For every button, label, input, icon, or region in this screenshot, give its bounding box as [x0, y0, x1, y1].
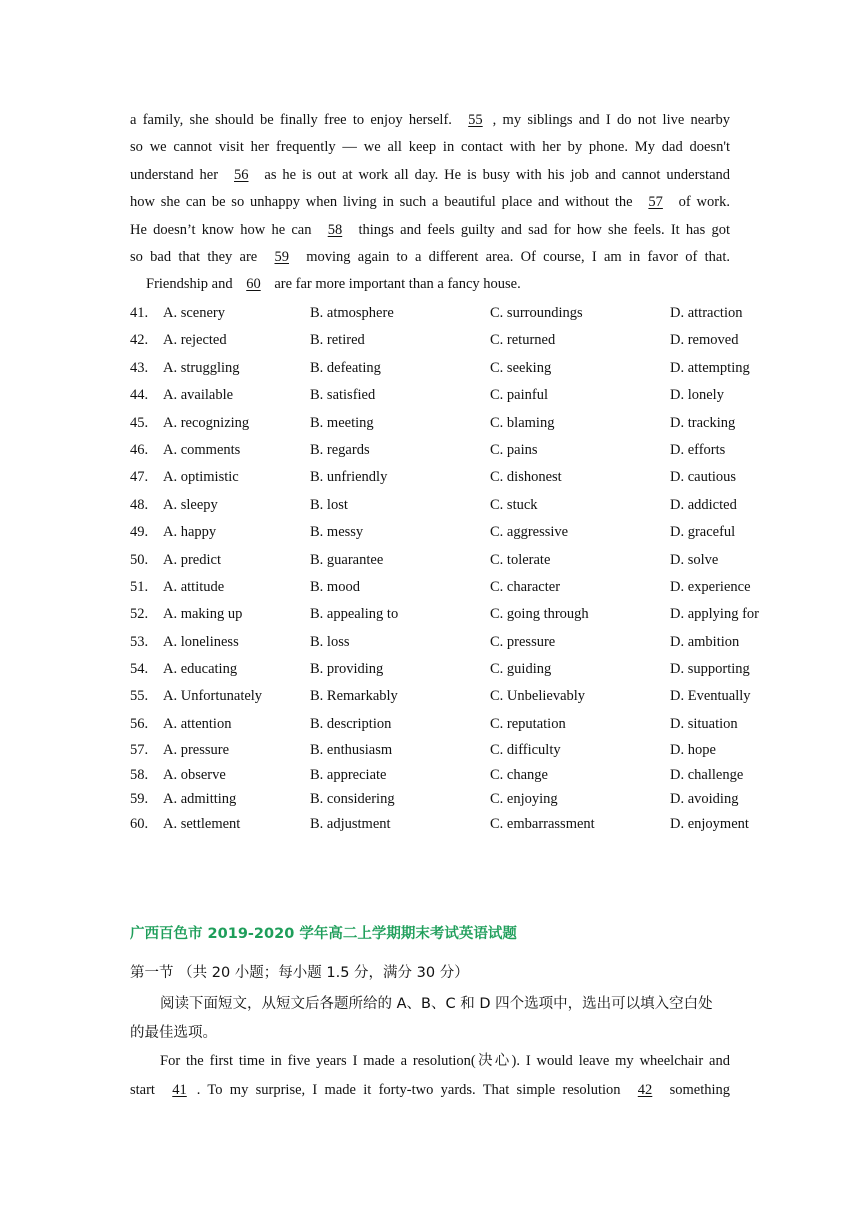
passage-line	[130, 134, 730, 161]
option-b: B. satisfied	[310, 387, 376, 404]
option-b: B. adjustment	[310, 816, 391, 833]
option-row	[130, 601, 830, 628]
question-number: 52.	[130, 606, 149, 623]
question-number: 44.	[130, 387, 149, 404]
option-a: A. pressure	[163, 742, 230, 759]
question-number: 60.	[130, 816, 149, 833]
passage-text: a family, she should be finally free to enjoy herself.	[130, 112, 459, 128]
option-d: D. enjoyment	[670, 816, 749, 833]
option-c: C. painful	[490, 387, 548, 404]
option-a: A. scenery	[163, 305, 226, 321]
option-b: B. appealing to	[310, 606, 399, 623]
passage-text: are far more important than a fancy house.	[270, 276, 521, 293]
question-number: 49.	[130, 524, 149, 541]
option-a: A. happy	[163, 524, 217, 541]
passage-text: moving again to a different area. Of course, I am in favor of that.	[299, 249, 730, 266]
option-row	[130, 327, 830, 354]
option-d: D. efforts	[670, 441, 726, 458]
option-d: D. addicted	[670, 496, 737, 513]
option-row	[130, 763, 830, 788]
option-row	[130, 437, 830, 464]
option-b: B. appreciate	[310, 766, 387, 783]
option-a: A. Unfortunately	[163, 688, 263, 705]
option-b: B. loss	[310, 633, 350, 650]
passage-continued	[130, 107, 730, 299]
question-number: 53.	[130, 633, 149, 650]
question-number: 55.	[130, 688, 149, 705]
option-c: C. character	[490, 578, 561, 595]
option-b: B. Remarkably	[310, 688, 398, 705]
question-number: 50.	[130, 551, 149, 568]
passage-text: . To my surprise, I made it forty-two yards. That simple resolution	[196, 1082, 628, 1098]
option-c: C. blaming	[490, 414, 555, 431]
blank-number: 59	[274, 249, 289, 266]
option-d: D. solve	[670, 551, 719, 568]
option-row	[130, 492, 830, 519]
option-row	[130, 574, 830, 601]
option-d: D. graceful	[670, 524, 736, 541]
question-number: 41.	[130, 305, 149, 321]
option-row	[130, 355, 830, 382]
question-number: 54.	[130, 661, 149, 678]
passage-line	[130, 1047, 730, 1076]
option-d: D. experience	[670, 578, 751, 595]
option-c: C. reputation	[490, 715, 566, 732]
option-c: C. pains	[490, 441, 538, 458]
passage-text: so bad that they are	[130, 249, 265, 266]
question-number: 59.	[130, 791, 149, 808]
option-b: B. atmosphere	[310, 305, 394, 321]
option-c: C. change	[490, 766, 548, 783]
option-a: A. settlement	[163, 816, 241, 833]
option-b: B. regards	[310, 441, 370, 458]
option-b: B. considering	[310, 791, 395, 808]
blank-number: 57	[648, 194, 663, 211]
option-row	[130, 410, 830, 437]
option-c: C. stuck	[490, 496, 538, 513]
question-number: 42.	[130, 332, 149, 349]
blank-number: 58	[327, 221, 343, 238]
option-a: A. admitting	[163, 791, 237, 808]
option-a: A. comments	[163, 441, 241, 458]
option-c: C. pressure	[490, 633, 556, 650]
answer-options	[130, 300, 830, 837]
option-row	[130, 629, 830, 656]
passage-line	[130, 162, 730, 189]
instruction-line-1: 阅读下面短文，从短文后各题所给的 A、B、C 和 D 四个选项中，选出可以填入空白处	[160, 996, 713, 1012]
passage-text: things and feels guilty and sad for how she feels. It has got	[352, 221, 730, 238]
passage-text: as he is out at work all day. He is busy with his job and cannot understand	[258, 166, 731, 183]
option-a: A. available	[163, 387, 234, 404]
option-a: A. educating	[163, 661, 238, 678]
option-d: D. attraction	[670, 305, 743, 321]
option-c: C. seeking	[490, 359, 552, 376]
question-number: 46.	[130, 441, 149, 458]
part-heading: 第一节 （共 20 小题；每小题 1.5 分，满分 30 分）	[130, 965, 469, 981]
option-a: A. rejected	[163, 332, 227, 349]
question-number: 47.	[130, 469, 149, 486]
passage-text: He doesn’t know how he can	[130, 221, 318, 238]
question-number: 48.	[130, 496, 149, 513]
passage-line	[130, 217, 730, 244]
option-row	[130, 738, 830, 763]
option-c: C. embarrassment	[490, 816, 595, 833]
question-number: 43.	[130, 359, 149, 376]
option-row	[130, 382, 830, 409]
blank-number: 41	[172, 1082, 187, 1098]
option-d: D. cautious	[670, 469, 737, 486]
option-b: B. meeting	[310, 414, 374, 431]
option-d: D. supporting	[670, 661, 750, 678]
option-d: D. attempting	[670, 359, 750, 376]
passage-text: how she can be so unhappy when living in such a beautiful place and without the	[130, 194, 639, 211]
option-b: B. messy	[310, 524, 364, 541]
option-a: A. predict	[163, 551, 221, 568]
option-d: D. tracking	[670, 414, 736, 431]
option-a: A. attitude	[163, 578, 225, 595]
blank-number: 55	[468, 112, 483, 128]
option-c: C. surroundings	[490, 305, 583, 321]
passage-line	[130, 271, 730, 298]
option-row	[130, 547, 830, 574]
passage-line	[130, 1076, 730, 1105]
option-a: A. attention	[163, 715, 232, 732]
passage-text: start	[130, 1082, 163, 1098]
option-d: D. avoiding	[670, 791, 739, 808]
question-number: 56.	[130, 715, 149, 732]
option-row	[130, 683, 830, 710]
passage-text: of work.	[672, 194, 730, 211]
option-d: D. situation	[670, 715, 738, 732]
option-row	[130, 300, 830, 327]
option-a: A. loneliness	[163, 633, 239, 650]
question-number: 57.	[130, 742, 149, 759]
option-b: B. guarantee	[310, 551, 384, 568]
question-number: 51.	[130, 578, 149, 595]
option-row	[130, 711, 830, 738]
passage-text: so we cannot visit her frequently — we all keep in contact with her by phone. My dad doesn't	[130, 139, 730, 156]
option-b: B. lost	[310, 496, 348, 513]
section-title: 广西百色市 2019-2020 学年高二上学期期末考试英语试题	[130, 926, 517, 942]
passage-text: understand her	[130, 166, 224, 183]
option-c: C. returned	[490, 332, 556, 349]
option-a: A. making up	[163, 606, 243, 623]
option-b: B. enthusiasm	[310, 742, 393, 759]
option-a: A. recognizing	[163, 414, 250, 431]
question-number: 45.	[130, 414, 149, 431]
option-d: D. Eventually	[670, 688, 751, 705]
option-c: C. enjoying	[490, 791, 558, 808]
passage-text: Friendship and	[146, 276, 237, 293]
option-row	[130, 464, 830, 491]
blank-number: 56	[234, 166, 249, 183]
option-c: C. dishonest	[490, 469, 562, 486]
option-c: C. aggressive	[490, 524, 569, 541]
option-b: B. mood	[310, 578, 360, 595]
option-c: C. difficulty	[490, 742, 561, 759]
option-d: D. applying for	[670, 606, 759, 623]
option-b: B. description	[310, 715, 392, 732]
passage-line	[130, 244, 730, 271]
blank-number: 42	[637, 1082, 653, 1098]
option-row	[130, 787, 830, 812]
option-a: A. sleepy	[163, 496, 218, 513]
passage-line	[130, 107, 730, 134]
option-a: A. struggling	[163, 359, 240, 376]
option-c: C. going through	[490, 606, 589, 623]
option-a: A. observe	[163, 766, 226, 783]
passage-text: , my siblings and I do not live nearby	[492, 112, 730, 128]
option-d: D. challenge	[670, 766, 744, 783]
option-d: D. lonely	[670, 387, 724, 404]
option-row	[130, 519, 830, 546]
passage-line	[130, 189, 730, 216]
option-d: D. removed	[670, 332, 739, 349]
instruction-line-2: 的最佳选项。	[130, 1025, 217, 1041]
question-number: 58.	[130, 766, 149, 783]
option-c: C. guiding	[490, 661, 552, 678]
option-row	[130, 656, 830, 683]
option-b: B. providing	[310, 661, 384, 678]
option-c: C. Unbelievably	[490, 688, 586, 705]
option-row	[130, 812, 830, 837]
passage-text: For the first time in five years I made a resolution(决心). I would leave my wheelchair and	[160, 1053, 730, 1069]
option-d: D. ambition	[670, 633, 740, 650]
option-b: B. defeating	[310, 359, 381, 376]
option-d: D. hope	[670, 742, 716, 759]
passage-start	[130, 1047, 730, 1105]
option-b: B. unfriendly	[310, 469, 388, 486]
option-c: C. tolerate	[490, 551, 551, 568]
passage-text: something	[662, 1082, 730, 1098]
option-a: A. optimistic	[163, 469, 239, 486]
blank-number: 60	[246, 276, 261, 293]
option-b: B. retired	[310, 332, 365, 349]
